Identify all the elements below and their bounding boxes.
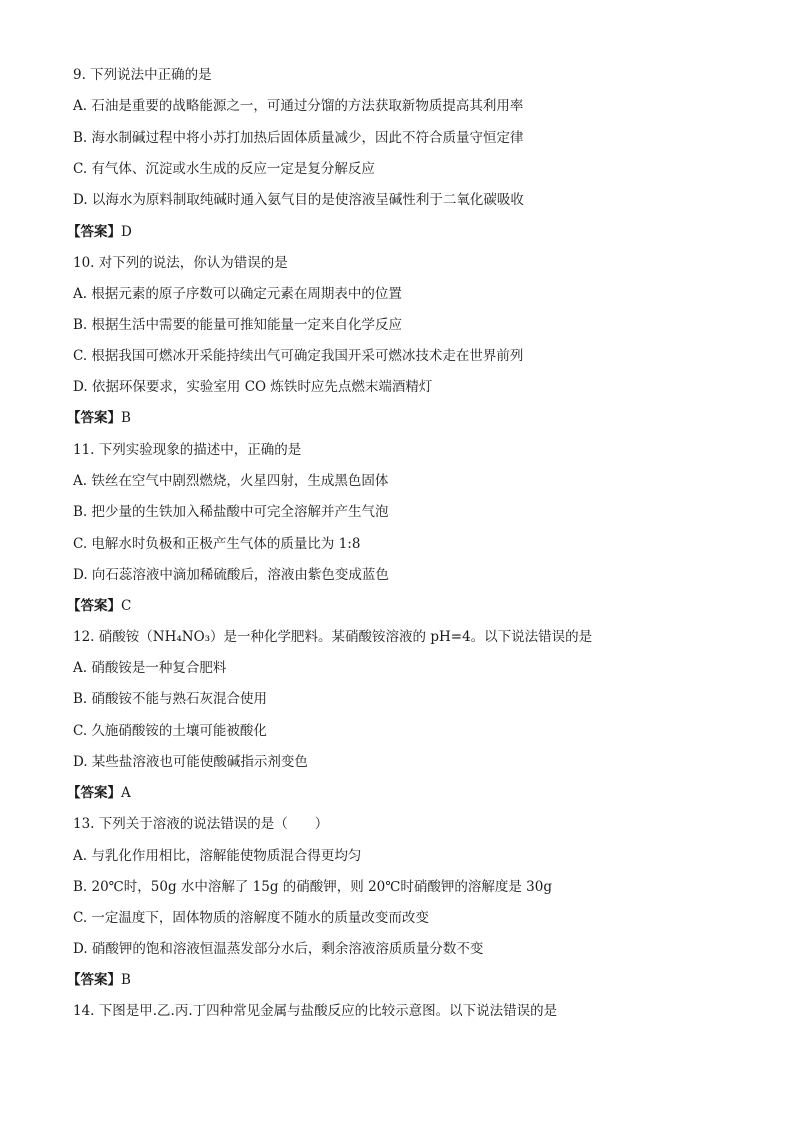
question-9-option-c: C. 有气体、沉淀或水生成的反应一定是复分解反应 xyxy=(73,161,375,177)
question-11-stem: 11. 下列实验现象的描述中，正确的是 xyxy=(73,442,302,458)
question-9-option-b: B. 海水制碱过程中将小苏打加热后固体质量减少，因此不符合质量守恒定律 xyxy=(73,130,524,146)
question-10-answer xyxy=(67,409,131,427)
question-11-option-c: C. 电解水时负极和正极产生气体的质量比为 1:8 xyxy=(73,536,361,552)
answer-tag: 【答案】 xyxy=(67,785,121,801)
question-13-answer xyxy=(67,971,131,989)
question-13-option-c: C. 一定温度下，固体物质的溶解度不随水的质量改变而改变 xyxy=(73,910,429,926)
answer-value: B xyxy=(121,410,131,426)
question-13-option-b: B. 20℃时，50g 水中溶解了 15g 的硝酸钾，则 20℃时硝酸钾的溶解度是 30g xyxy=(73,879,552,895)
question-9-option-a: A. 石油是重要的战略能源之一，可通过分馏的方法获取新物质提高其利用率 xyxy=(73,98,524,114)
question-11-option-d: D. 向石蕊溶液中滴加稀硫酸后，溶液由紫色变成蓝色 xyxy=(73,567,389,583)
question-9-stem: 9. 下列说法中正确的是 xyxy=(73,67,212,83)
answer-value: A xyxy=(121,785,131,801)
answer-value: C xyxy=(121,598,132,614)
question-13-option-a: A. 与乳化作用相比，溶解能使物质混合得更均匀 xyxy=(73,848,362,864)
question-13-option-d: D. 硝酸钾的饱和溶液恒温蒸发部分水后，剩余溶液溶质质量分数不变 xyxy=(73,941,484,957)
question-9-option-d: D. 以海水为原料制取纯碱时通入氨气目的是使溶液呈碱性利于二氧化碳吸收 xyxy=(73,192,524,208)
question-12-option-a-visible: A. 硝酸铵是一种复合肥料 xyxy=(73,660,227,676)
question-12-option-b: B. 硝酸铵不能与熟石灰混合使用 xyxy=(73,691,268,707)
question-14-stem: 14. 下图是甲.乙.丙.丁四种常见金属与盐酸反应的比较示意图。以下说法错误的是 xyxy=(73,1003,558,1019)
question-11-option-a: A. 铁丝在空气中剧烈燃烧，火星四射，生成黑色固体 xyxy=(73,473,389,489)
question-10-stem: 10. 对下列的说法，你认为错误的是 xyxy=(73,255,288,271)
answer-tag: 【答案】 xyxy=(67,972,121,988)
answer-tag: 【答案】 xyxy=(67,598,121,614)
question-10-option-c: C. 根据我国可燃冰开采能持续出气可确定我国开采可燃冰技术走在世界前列 xyxy=(73,348,524,364)
question-10-option-d: D. 依据环保要求，实验室用 CO 炼铁时应先点燃末端酒精灯 xyxy=(73,379,433,395)
answer-value: D xyxy=(121,224,132,240)
question-10-option-a: A. 根据元素的原子序数可以确定元素在周期表中的位置 xyxy=(73,286,402,302)
question-11-option-b: B. 把少量的生铁加入稀盐酸中可完全溶解并产生气泡 xyxy=(73,504,389,520)
question-11-answer xyxy=(67,597,131,615)
question-12-stem: 12. 硝酸铵（NH₄NO₃）是一种化学肥料。某硝酸铵溶液的 pH=4。以下说法错误的是 xyxy=(73,629,593,645)
answer-tag: 【答案】 xyxy=(67,224,121,240)
question-13-stem: 13. 下列关于溶液的说法错误的是（ ） xyxy=(73,816,329,832)
question-12-option-c: C. 久施硝酸铵的土壤可能被酸化 xyxy=(73,723,267,739)
question-10-option-b: B. 根据生活中需要的能量可推知能量一定来自化学反应 xyxy=(73,317,403,333)
question-12-option-d: D. 某些盐溶液也可能使酸碱指示剂变色 xyxy=(73,754,308,770)
question-9-answer xyxy=(67,223,132,241)
question-12-answer xyxy=(67,784,131,802)
answer-tag: 【答案】 xyxy=(67,410,121,426)
answer-value: B xyxy=(121,972,131,988)
